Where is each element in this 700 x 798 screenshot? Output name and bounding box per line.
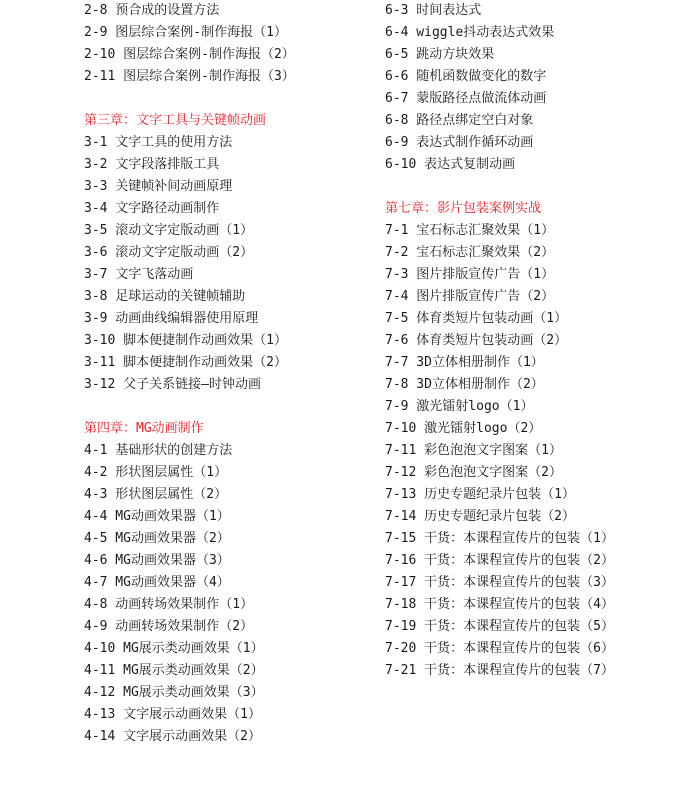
lesson-item: 3-2 文字段落排版工具 — [84, 157, 220, 172]
lesson-item: 7-6 体育类短片包装动画（2） — [385, 333, 568, 348]
lesson-item: 6-4 wiggle抖动表达式效果 — [385, 25, 555, 40]
lesson-item: 4-2 形状图层属性（1） — [84, 465, 228, 480]
left-column — [84, 0, 384, 748]
lesson-item: 4-1 基础形状的创建方法 — [84, 443, 233, 458]
lesson-item: 7-8 3D立体相册制作（2） — [385, 377, 544, 392]
lesson-item: 7-18 干货：本课程宣传片的包装（4） — [385, 597, 614, 612]
lesson-item: 7-5 体育类短片包装动画（1） — [385, 311, 568, 326]
lesson-item: 2-8 预合成的设置方法 — [84, 3, 220, 18]
lesson-item: 3-5 滚动文字定版动画（1） — [84, 223, 254, 238]
chapter-heading: 第三章：文字工具与关键帧动画 — [84, 113, 267, 128]
lesson-item: 6-7 蒙版路径点做流体动画 — [385, 91, 547, 106]
lesson-item: 4-14 文字展示动画效果（2） — [84, 729, 261, 744]
lesson-item: 7-7 3D立体相册制作（1） — [385, 355, 544, 370]
lesson-item: 6-5 跳动方块效果 — [385, 47, 495, 62]
lesson-item: 7-20 干货：本课程宣传片的包装（6） — [385, 641, 614, 656]
lesson-item: 3-10 脚本便捷制作动画效果（1） — [84, 333, 287, 348]
lesson-item: 7-2 宝石标志汇聚效果（2） — [385, 245, 555, 260]
lesson-item: 2-9 图层综合案例-制作海报（1） — [84, 25, 287, 40]
lesson-item: 4-7 MG动画效果器（4） — [84, 575, 230, 590]
lesson-item: 3-4 文字路径动画制作 — [84, 201, 220, 216]
section-spacer — [84, 396, 384, 418]
lesson-item: 7-19 干货：本课程宣传片的包装（5） — [385, 619, 614, 634]
right-column — [385, 0, 695, 682]
lesson-item: 4-5 MG动画效果器（2） — [84, 531, 230, 546]
chapter-heading: 第四章：MG动画制作 — [84, 421, 204, 436]
lesson-item: 4-6 MG动画效果器（3） — [84, 553, 230, 568]
lesson-item: 7-9 激光镭射logo（1） — [385, 399, 534, 414]
lesson-item: 3-6 滚动文字定版动画（2） — [84, 245, 254, 260]
lesson-item: 4-13 文字展示动画效果（1） — [84, 707, 261, 722]
lesson-item: 3-11 脚本便捷制作动画效果（2） — [84, 355, 287, 370]
lesson-item: 4-4 MG动画效果器（1） — [84, 509, 230, 524]
lesson-item: 7-1 宝石标志汇聚效果（1） — [385, 223, 555, 238]
lesson-item: 7-14 历史专题纪录片包装（2） — [385, 509, 575, 524]
lesson-item: 7-12 彩色泡泡文字图案（2） — [385, 465, 562, 480]
lesson-item: 3-12 父子关系链接—时钟动画 — [84, 377, 261, 392]
lesson-item: 3-3 关键帧补间动画原理 — [84, 179, 233, 194]
section-spacer — [84, 88, 384, 110]
lesson-item: 6-3 时间表达式 — [385, 3, 482, 18]
lesson-item: 7-21 干货：本课程宣传片的包装（7） — [385, 663, 614, 678]
lesson-item: 7-3 图片排版宣传广告（1） — [385, 267, 555, 282]
chapter-heading: 第七章：影片包装案例实战 — [385, 201, 542, 216]
lesson-item: 4-9 动画转场效果制作（2） — [84, 619, 254, 634]
lesson-item: 3-9 动画曲线编辑器使用原理 — [84, 311, 259, 326]
lesson-item: 7-4 图片排版宣传广告（2） — [385, 289, 555, 304]
section-spacer — [385, 176, 695, 198]
lesson-item: 7-15 干货：本课程宣传片的包装（1） — [385, 531, 614, 546]
lesson-item: 7-10 激光镭射logo（2） — [385, 421, 542, 436]
lesson-item: 7-17 干货：本课程宣传片的包装（3） — [385, 575, 614, 590]
lesson-item: 7-13 历史专题纪录片包装（1） — [385, 487, 575, 502]
lesson-item: 6-8 路径点绑定空白对象 — [385, 113, 534, 128]
lesson-item: 4-10 MG展示类动画效果（1） — [84, 641, 264, 656]
lesson-item: 3-8 足球运动的关键帧辅助 — [84, 289, 246, 304]
lesson-item: 7-11 彩色泡泡文字图案（1） — [385, 443, 562, 458]
lesson-item: 4-11 MG展示类动画效果（2） — [84, 663, 264, 678]
lesson-item: 4-3 形状图层属性（2） — [84, 487, 228, 502]
lesson-item: 4-8 动画转场效果制作（1） — [84, 597, 254, 612]
lesson-item: 7-16 干货：本课程宣传片的包装（2） — [385, 553, 614, 568]
lesson-item: 6-10 表达式复制动画 — [385, 157, 516, 172]
lesson-item: 2-10 图层综合案例-制作海报（2） — [84, 47, 295, 62]
lesson-item: 4-12 MG展示类动画效果（3） — [84, 685, 264, 700]
lesson-item: 6-9 表达式制作循环动画 — [385, 135, 534, 150]
lesson-item: 2-11 图层综合案例-制作海报（3） — [84, 69, 295, 84]
lesson-item: 6-6 随机函数做变化的数字 — [385, 69, 547, 84]
lesson-item: 3-1 文字工具的使用方法 — [84, 135, 233, 150]
lesson-item: 3-7 文字飞落动画 — [84, 267, 194, 282]
